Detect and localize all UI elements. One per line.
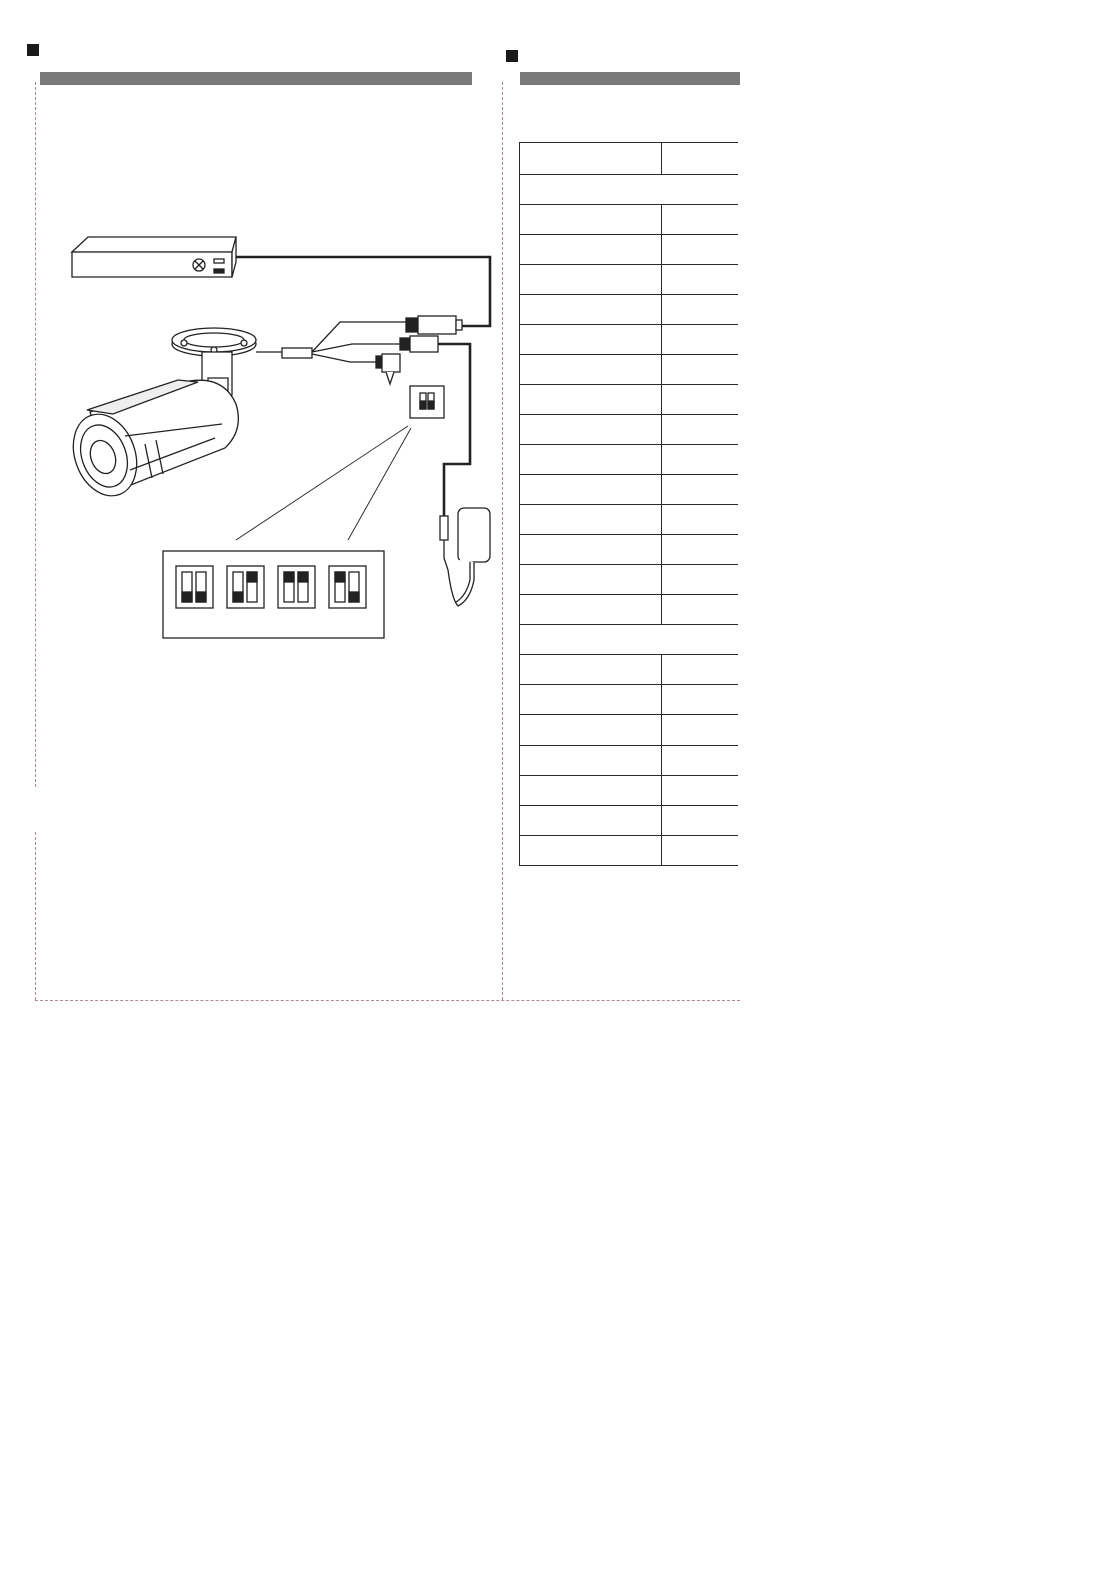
table-row — [520, 715, 739, 746]
dashed-border-middle — [502, 82, 503, 1000]
power-cable — [438, 344, 470, 530]
page-content — [0, 0, 740, 1010]
dip-setting-2 — [227, 566, 264, 608]
table-row — [520, 355, 739, 385]
section-header-bar-right — [520, 72, 740, 85]
connection-diagram — [40, 200, 502, 650]
table-row — [520, 385, 739, 415]
section-header-bar-left — [40, 72, 472, 85]
table-row — [520, 806, 739, 836]
table-cell — [661, 143, 738, 175]
table-row — [520, 445, 739, 475]
table-row — [520, 295, 739, 325]
table-row — [520, 836, 739, 866]
table-header-row — [520, 143, 739, 175]
dip-setting-4 — [329, 566, 366, 608]
table-group-row — [520, 625, 739, 655]
table-group-row — [520, 175, 739, 205]
table-row — [520, 475, 739, 505]
bnc-video-connector-icon — [406, 316, 462, 334]
spec-table — [519, 142, 738, 866]
bullet-camera-icon — [62, 328, 256, 505]
table-row — [520, 505, 739, 535]
dip-switch-icon — [236, 386, 444, 540]
dashed-border-bottom — [35, 1000, 740, 1001]
table-row — [520, 776, 739, 806]
dashed-border-left-lower — [35, 832, 36, 1000]
dip-setting-3 — [278, 566, 315, 608]
section-marker-right — [506, 50, 518, 62]
table-row — [520, 685, 739, 715]
dip-switch-settings-panel — [163, 551, 384, 638]
table-row — [520, 535, 739, 565]
table-row — [520, 655, 739, 685]
table-row — [520, 265, 739, 295]
table-cell — [520, 143, 662, 175]
power-connector-icon — [376, 336, 438, 384]
section-marker-left — [27, 44, 39, 56]
table-row — [520, 235, 739, 265]
table-row — [520, 205, 739, 235]
table-row — [520, 325, 739, 355]
table-row — [520, 746, 739, 776]
dip-setting-1 — [176, 566, 213, 608]
dashed-border-left-upper — [35, 82, 36, 787]
table-row — [520, 565, 739, 595]
dvr-recorder-icon — [72, 237, 236, 277]
table-row — [520, 595, 739, 625]
table-row — [520, 415, 739, 445]
power-adapter-icon — [440, 508, 490, 606]
